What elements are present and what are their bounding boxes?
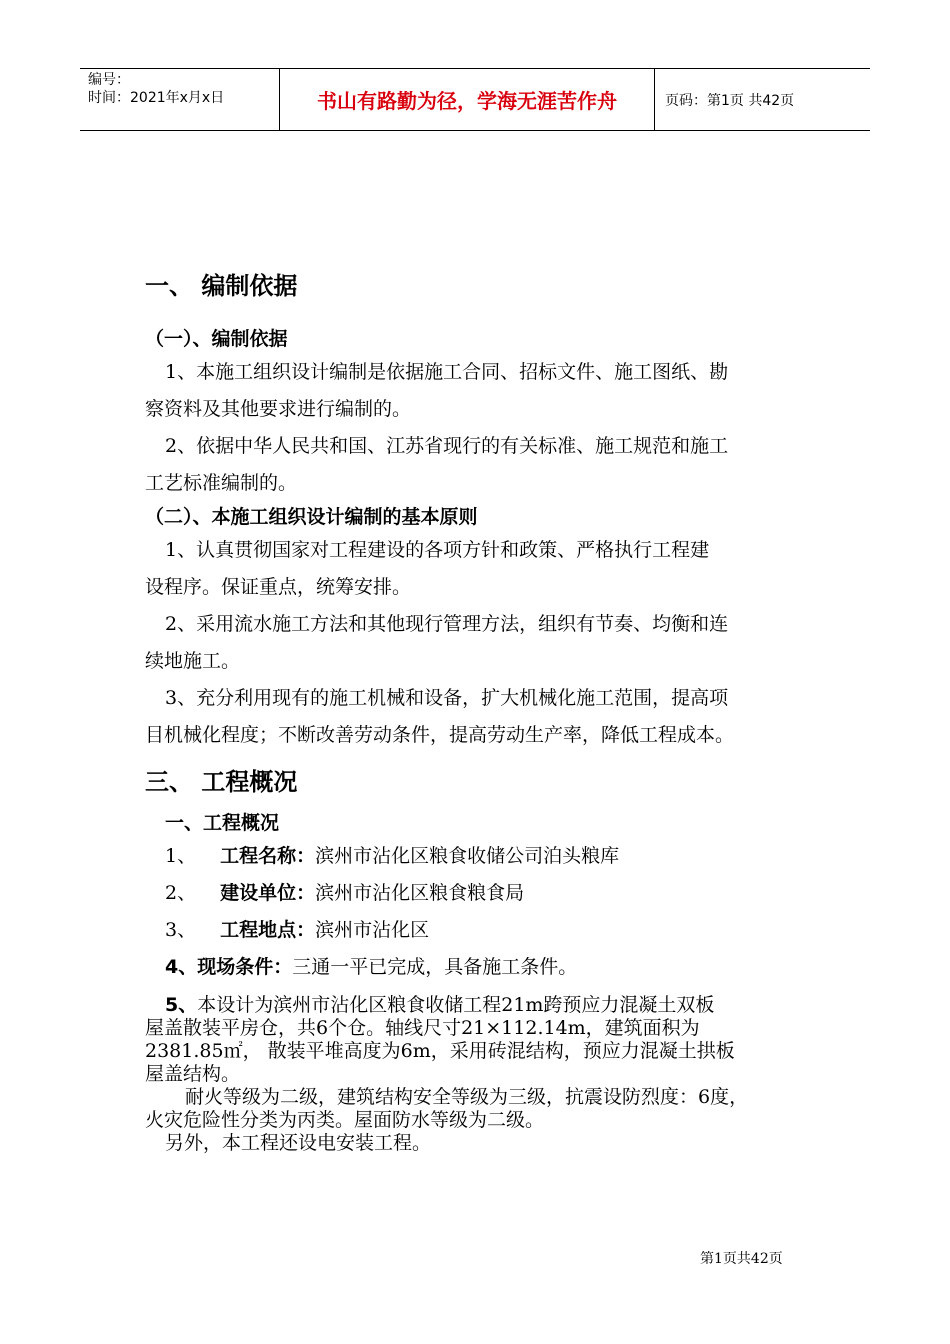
item-number: 5、 (165, 994, 198, 1016)
project-info-item (145, 912, 815, 949)
paragraph: 2、采用流水施工方法和其他现行管理方法，组织有节奏、均衡和连 (165, 613, 729, 635)
paragraph-line: 本设计为滨州市沾化区粮食收储工程21m跨预应力混凝土双板 (197, 994, 715, 1016)
project-info-item (145, 838, 815, 875)
document-body (145, 268, 815, 1155)
section-1-sub1-title: （一）、编制依据 (145, 328, 288, 350)
paragraph-line: 屋盖散装平房仓，共6个仓。轴线尺寸21×112.14m，建筑面积为 (145, 1017, 700, 1039)
item-label: 建设单位： (220, 882, 316, 904)
item-number: 1、 (165, 845, 197, 867)
item-label: 工程地点： (220, 919, 316, 941)
paragraph: 1、认真贯彻国家对工程建设的各项方针和政策、严格执行工程建 (165, 539, 710, 561)
item-label: 工程名称： (220, 845, 316, 867)
item-number: 3、 (165, 919, 197, 941)
item-value: 滨州市沾化区粮食收储公司泊头粮库 (315, 845, 620, 867)
item-number: 2、 (165, 882, 197, 904)
paragraph-line: 火灾危险性分类为丙类。屋面防水等级为二级。 (145, 1109, 545, 1131)
project-info-item (145, 875, 815, 912)
project-description (145, 994, 815, 1155)
section-3-sub1-title: 一、工程概况 (165, 812, 280, 834)
section-3-title: 三、 工程概况 (145, 768, 298, 796)
paragraph-line: 屋盖结构。 (145, 1063, 241, 1085)
item-label: 4、现场条件： (165, 956, 293, 978)
paragraph: 设程序。保证重点，统筹安排。 (145, 576, 412, 598)
paragraph (145, 994, 815, 1017)
section-1-sub2-title: （二）、本施工组织设计编制的基本原则 (145, 506, 478, 528)
paragraph: 察资料及其他要求进行编制的。 (145, 398, 412, 420)
page-header (80, 68, 870, 131)
page-footer: 第1页共42页 (700, 1251, 783, 1267)
header-page-number: 页码：第1页 共42页 (665, 92, 795, 109)
document-time-label: 时间：2021年x月x日 (88, 90, 225, 106)
paragraph: 3、充分利用现有的施工机械和设备，扩大机械化施工范围，提高项 (165, 687, 729, 709)
paragraph: 工艺标准编制的。 (145, 472, 298, 494)
header-meta (80, 69, 280, 130)
paragraph-line: 另外，本工程还设电安装工程。 (165, 1132, 432, 1154)
project-info-item (145, 949, 815, 986)
item-value: 滨州市沾化区粮食粮食局 (315, 882, 525, 904)
document-number-label: 编号： (88, 72, 130, 88)
header-motto: 书山有路勤为径，学海无涯苦作舟 (280, 69, 655, 130)
item-value: 滨州市沾化区 (315, 919, 430, 941)
paragraph-line: 耐火等级为二级，建筑结构安全等级为三级，抗震设防烈度：6度， (185, 1086, 749, 1108)
paragraph: 目机械化程度；不断改善劳动条件，提高劳动生产率，降低工程成本。 (145, 724, 735, 746)
paragraph: 2、依据中华人民共和国、江苏省现行的有关标准、施工规范和施工 (165, 435, 729, 457)
paragraph-line: 2381.85㎡， 散装平堆高度为6m，采用砖混结构，预应力混凝土拱板 (145, 1040, 735, 1062)
item-value: 三通一平已完成，具备施工条件。 (292, 956, 578, 978)
paragraph: 续地施工。 (145, 650, 241, 672)
paragraph: 1、本施工组织设计编制是依据施工合同、招标文件、施工图纸、勘 (165, 361, 729, 383)
section-1-title: 一、 编制依据 (145, 272, 298, 300)
